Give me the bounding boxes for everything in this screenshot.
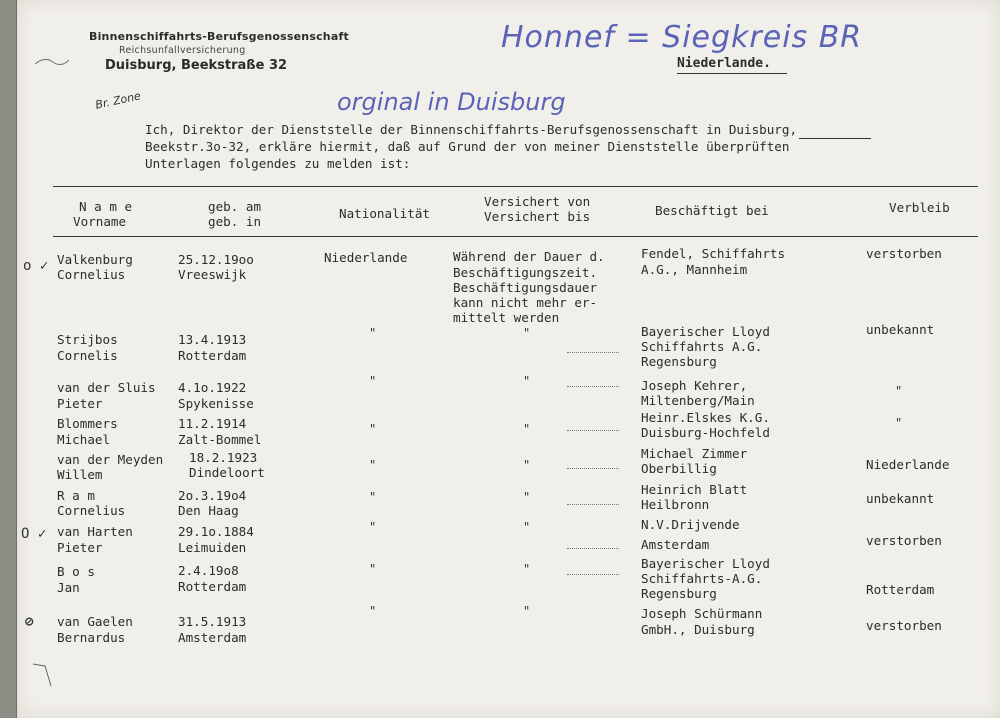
row-verbleib: verstorben (866, 618, 942, 633)
row-geb-in: Zalt-Bommel (178, 432, 262, 447)
header-nationalitaet: Nationalität (339, 206, 430, 221)
row-versicherung-line: Beschäftigungszeit. (453, 265, 598, 280)
intro-line-3: Unterlagen folgendes zu melden ist: (145, 156, 411, 171)
corner-fold-icon (31, 660, 61, 690)
row-beschaeftigt: Joseph Kehrer, (641, 378, 748, 393)
row-vorname: Pieter (57, 396, 103, 411)
dotted-separator (567, 504, 619, 505)
row-nationalitaet: " (369, 520, 377, 534)
row-geb-am: 2o.3.19o4 (178, 488, 247, 503)
dotted-separator (567, 574, 619, 575)
header-vorname: Vorname (73, 214, 127, 229)
table-top-rule (53, 186, 978, 187)
row-geb-am: 4.1o.1922 (178, 380, 247, 395)
row-vorname: Cornelius (57, 503, 126, 518)
row-versicherung: " (523, 374, 531, 388)
row-nationalitaet: " (369, 490, 377, 504)
row-margin-mark: o ✓ (23, 258, 49, 274)
row-vorname: Jan (57, 580, 80, 595)
row-name: van der Sluis (57, 380, 156, 395)
header-verbleib: Verbleib (889, 200, 950, 215)
row-margin-mark: ⊘ (25, 614, 34, 630)
row-geb-am: 13.4.1913 (178, 332, 247, 347)
row-beschaeftigt: GmbH., Duisburg (641, 622, 755, 637)
intro-line-2: Beekstr.3o-32, erkläre hiermit, daß auf Grund der von meiner Dienststelle überprüften (145, 139, 790, 154)
row-verbleib: Rotterdam (866, 582, 935, 597)
row-beschaeftigt: Heinr.Elskes K.G. (641, 410, 770, 425)
row-name: van Harten (57, 524, 133, 539)
row-beschaeftigt: Fendel, Schiffahrts (641, 246, 786, 261)
row-vorname: Willem (57, 467, 103, 482)
row-geb-am: 11.2.1914 (178, 416, 247, 431)
row-nationalitaet: " (369, 422, 377, 436)
country-heading: Niederlande. (677, 56, 771, 71)
row-name: Blommers (57, 416, 118, 431)
pencil-scribble-icon (31, 52, 71, 72)
row-vorname: Pieter (57, 540, 103, 555)
row-beschaeftigt: A.G., Mannheim (641, 262, 748, 277)
row-versicherung: " (523, 562, 531, 576)
country-underline (677, 73, 787, 74)
row-versicherung: " (523, 326, 531, 340)
row-verbleib: verstorben (866, 246, 942, 261)
row-geb-in: Den Haag (178, 503, 239, 518)
row-beschaeftigt: Michael Zimmer (641, 446, 748, 461)
duisburg-underline (799, 138, 871, 139)
row-versicherung: " (523, 458, 531, 472)
handwritten-annotation-top: Honnef = Siegkreis BR (501, 20, 863, 55)
row-geb-in: Leimuiden (178, 540, 247, 555)
row-nationalitaet: Niederlande (324, 250, 408, 265)
letterhead-subtitle: Reichsunfallversicherung (119, 45, 246, 56)
row-beschaeftigt: Regensburg (641, 586, 717, 601)
dotted-separator (567, 352, 619, 353)
handwritten-signature-note: Br. Zone (94, 89, 142, 112)
dotted-separator (567, 386, 619, 387)
row-beschaeftigt: Schiffahrts-A.G. (641, 571, 763, 586)
row-geb-in: Amsterdam (178, 630, 247, 645)
header-versichert-von: Versichert von (484, 194, 591, 209)
row-name: van Gaelen (57, 614, 133, 629)
letterhead-organization: Binnenschiffahrts-Berufsgenossenschaft (89, 30, 349, 43)
header-geb-in: geb. in (208, 214, 262, 229)
row-beschaeftigt: Oberbillig (641, 461, 717, 476)
row-beschaeftigt: Joseph Schürmann (641, 606, 763, 621)
row-name: B o s (57, 564, 95, 579)
row-beschaeftigt: Miltenberg/Main (641, 393, 755, 408)
row-beschaeftigt: Regensburg (641, 354, 717, 369)
header-name: N a m e (79, 199, 133, 214)
letterhead-address: Duisburg, Beekstraße 32 (105, 58, 288, 73)
row-beschaeftigt: Heilbronn (641, 497, 710, 512)
header-geb-am: geb. am (208, 199, 262, 214)
row-verbleib: " (895, 384, 903, 398)
row-versicherung-line: kann nicht mehr er- (453, 295, 598, 310)
row-nationalitaet: " (369, 458, 377, 472)
row-geb-in: Vreeswijk (178, 267, 247, 282)
row-beschaeftigt: Schiffahrts A.G. (641, 339, 763, 354)
row-vorname: Michael (57, 432, 111, 447)
row-vorname: Cornelius (57, 267, 126, 282)
row-versicherung: " (523, 604, 531, 618)
row-versicherung: " (523, 422, 531, 436)
row-beschaeftigt: Bayerischer Lloyd (641, 556, 770, 571)
handwritten-annotation-middle: orginal in Duisburg (337, 88, 566, 116)
row-name: R a m (57, 488, 95, 503)
row-versicherung-line: Beschäftigungsdauer (453, 280, 598, 295)
dotted-separator (567, 548, 619, 549)
row-geb-am: 29.1o.1884 (178, 524, 254, 539)
row-margin-mark: O ✓ (21, 526, 47, 542)
row-verbleib: unbekannt (866, 491, 935, 506)
row-verbleib: unbekannt (866, 322, 935, 337)
row-beschaeftigt: Bayerischer Lloyd (641, 324, 770, 339)
row-versicherung: " (523, 490, 531, 504)
row-verbleib: Niederlande (866, 457, 950, 472)
row-geb-in: Spykenisse (178, 396, 254, 411)
document-page (16, 0, 1000, 718)
row-geb-in: Rotterdam (178, 579, 247, 594)
row-name: Valkenburg (57, 252, 133, 267)
row-geb-am: 18.2.1923 (189, 450, 258, 465)
table-header-rule (53, 236, 978, 237)
intro-line-1: Ich, Direktor der Dienststelle der Binnenschiffahrts-Berufsgenossenschaft in Duisburg, (145, 122, 798, 137)
row-beschaeftigt: Heinrich Blatt (641, 482, 748, 497)
row-versicherung-line: mittelt werden (453, 310, 560, 325)
header-beschaeftigt-bei: Beschäftigt bei (655, 203, 769, 218)
row-beschaeftigt: N.V.Drijvende (641, 517, 740, 532)
row-vorname: Cornelis (57, 348, 118, 363)
row-nationalitaet: " (369, 562, 377, 576)
row-name: Strijbos (57, 332, 118, 347)
row-nationalitaet: " (369, 326, 377, 340)
row-beschaeftigt: Duisburg-Hochfeld (641, 425, 770, 440)
row-versicherung: " (523, 520, 531, 534)
row-versicherung-line: Während der Dauer d. (453, 249, 605, 264)
header-versichert-bis: Versichert bis (484, 209, 591, 224)
row-geb-am: 25.12.19oo (178, 252, 254, 267)
row-geb-am: 31.5.1913 (178, 614, 247, 629)
row-beschaeftigt: Amsterdam (641, 537, 710, 552)
row-geb-am: 2.4.19o8 (178, 563, 239, 578)
dotted-separator (567, 430, 619, 431)
row-verbleib: verstorben (866, 533, 942, 548)
row-nationalitaet: " (369, 604, 377, 618)
row-geb-in: Dindeloort (189, 465, 265, 480)
dotted-separator (567, 468, 619, 469)
row-name: van der Meyden (57, 452, 164, 467)
row-geb-in: Rotterdam (178, 348, 247, 363)
row-vorname: Bernardus (57, 630, 126, 645)
row-nationalitaet: " (369, 374, 377, 388)
row-verbleib: " (895, 416, 903, 430)
